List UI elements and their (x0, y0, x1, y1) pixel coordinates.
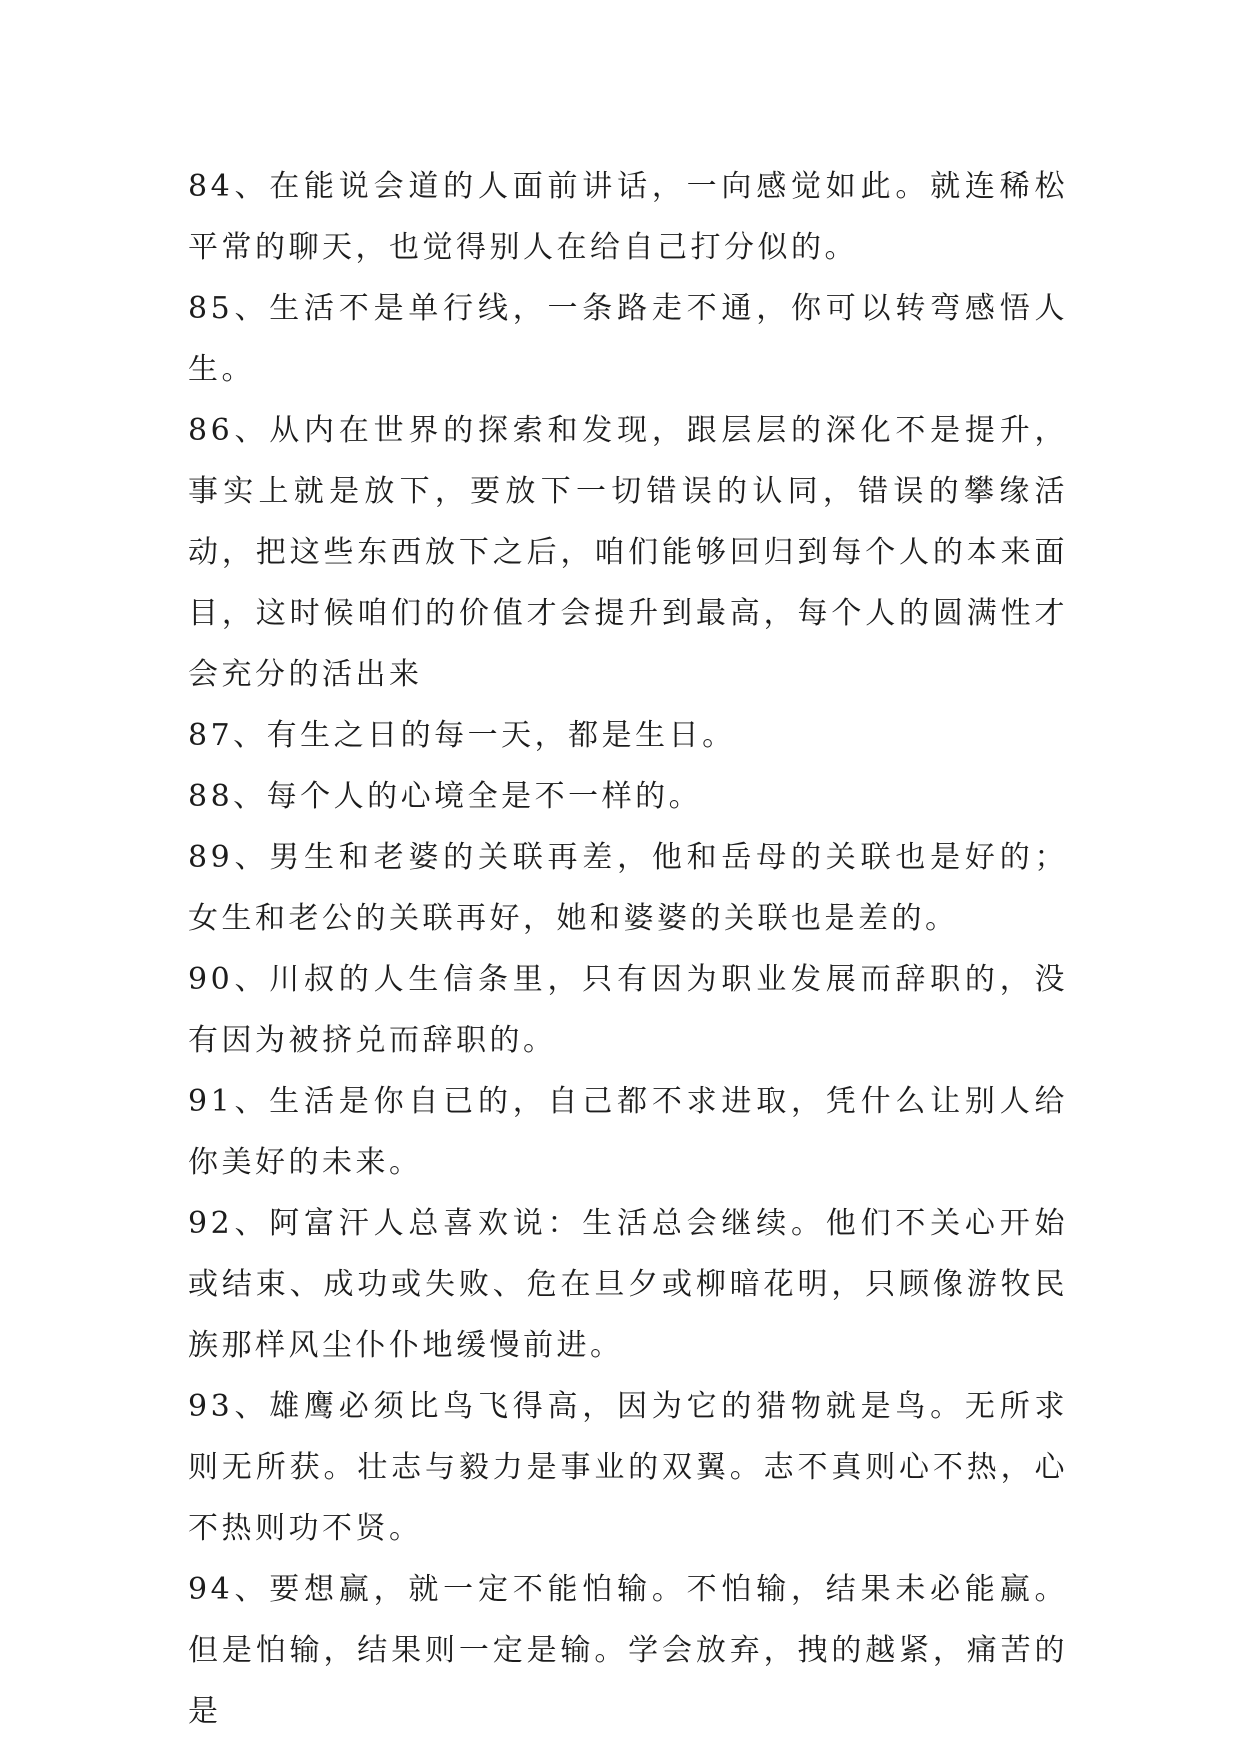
quote-86: 86、从内在世界的探索和发现，跟层层的深化不是提升，事实上就是放下，要放下一切错误的认同，错误的攀缘活动，把这些东西放下之后，咱们能够回归到每个人的本来面目，这时候咱们的价值才会提升到最高，每个人的圆满性才会充分的活出来 (188, 413, 1068, 692)
quote-92: 92、阿富汗人总喜欢说：生活总会继续。他们不关心开始或结束、成功或失败、危在旦夕或柳暗花明，只顾像游牧民族那样风尘仆仆地缓慢前进。 (188, 1206, 1068, 1363)
quote-list (188, 156, 1068, 1742)
quote-88: 88、每个人的心境全是不一样的。 (188, 779, 703, 814)
quote-85: 85、生活不是单行线，一条路走不通，你可以转弯感悟人生。 (188, 291, 1068, 387)
quote-84: 84、在能说会道的人面前讲话，一向感觉如此。就连稀松平常的聊天，也觉得别人在给自己打分似的。 (188, 169, 1068, 265)
quote-91: 91、生活是你自已的，自己都不求进取，凭什么让别人给你美好的未来。 (188, 1084, 1068, 1180)
quote-89: 89、男生和老婆的关联再差，他和岳母的关联也是好的；女生和老公的关联再好，她和婆婆的关联也是差的。 (188, 840, 1068, 936)
quote-90: 90、川叔的人生信条里，只有因为职业发展而辞职的，没有因为被挤兑而辞职的。 (188, 962, 1068, 1058)
quote-87: 87、有生之日的每一天，都是生日。 (188, 718, 736, 753)
quote-93: 93、雄鹰必须比鸟飞得高，因为它的猎物就是鸟。无所求则无所获。壮志与毅力是事业的双翼。志不真则心不热，心不热则功不贤。 (188, 1389, 1068, 1546)
quote-94: 94、要想赢，就一定不能怕输。不怕输，结果未必能赢。但是怕输，结果则一定是输。学会放弃，拽的越紧，痛苦的是 (188, 1572, 1068, 1729)
